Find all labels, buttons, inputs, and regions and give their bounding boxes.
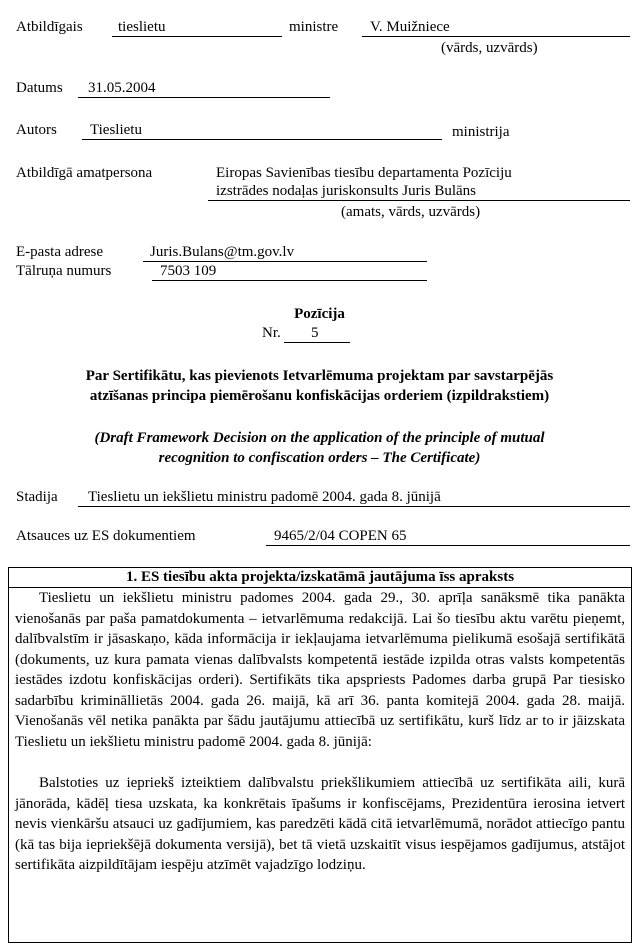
subject-line2: atzīšanas principa piemērošanu konfiskācijas orderiem (izpildrakstiem) (89, 388, 550, 404)
minister-name-line (362, 36, 630, 37)
author-value: Tieslietu (90, 122, 142, 138)
official-line1: Eiropas Savienības tiesību departamenta Pozīciju (216, 165, 512, 181)
subject-english-line1: (Draft Framework Decision on the application of the principle of mutual (94, 430, 545, 446)
author-line (82, 139, 442, 140)
section1-paragraph1: Tieslietu un iekšlietu ministru padomes 2004. gada 29., 30. aprīļa sanāksmē tika panākta vienošanās par paša pamatdokumenta – ietvarlēmuma redakcijā. Lai šo tiesību aktu varētu pieņemt, dalībvalstīm ir jāsaskaņo, kāda informācija ir iekļaujama ietvarlēmuma pielikumā esošajā sertifikātā (dokuments, uz kura pamata vienas dalībvalsts kompetentā iestāde izpilda otras valsts kompetentās iestādes izdotu konfiskācijas orderi). Sertifikāts tika apspriests Padomes darba grupā Par tiesisko sadarbību krimināllietās 2004. gada 26. maijā, kā arī 36. panta komitejā 2004. gada 28. maijā. Vienošanās vēl netika panākta par šādu jautājumu attiecībā uz sertifikātu, kurš līdz ar to ir jāizskata Tieslietu un iekšlietu ministru padomē 2004. gada 8. jūnijā: (15, 590, 625, 750)
section1-box (8, 567, 632, 943)
stage-value: Tieslietu un iekšlietu ministru padomē 2004. gada 8. jūnijā (88, 489, 441, 505)
section1-title: 1. ES tiesību akta projekta/izskatāmā jautājuma īss apraksts (9, 568, 631, 588)
author-label: Autors (16, 122, 57, 138)
email-label: E-pasta adrese (16, 244, 104, 260)
position-title: Pozīcija (294, 306, 345, 322)
official-line2: izstrādes nodaļas juriskonsults Juris Bulāns (216, 183, 476, 199)
responsible-label: Atbildīgais (16, 19, 83, 35)
position-number: 5 (311, 325, 319, 341)
position-number-label: Nr. (262, 325, 281, 341)
date-value: 31.05.2004 (88, 80, 156, 96)
responsible-ministry: tieslietu (118, 19, 166, 35)
paragraph-spacer (9, 752, 631, 773)
official-label: Atbildīgā amatpersona (16, 165, 153, 181)
section1-paragraph2: Balstoties uz iepriekš izteiktiem dalībvalstu priekšlikumiem attiecībā uz sertifikāta aili, kurā jānorāda, kādēļ tiesa uzskata, ka konkrētais īpašums ir konfiscējams, Prezidentūra ierosina ietvert nevis vienkāršu atsauci uz gadījumiem, kas paredzēti kādā citā ietvarlēmumā, norādot attiecīgo pantu (kā tas bija iepriekšējā dokumenta versijā), bet tā vietā uzskaitīt visus iespējamos gadījumus, atstājot sertifikāta aizpildītājam iespēju atzīmēt vajadzīgo lodziņu. (15, 775, 625, 873)
phone-line (152, 280, 427, 281)
position-number-line (284, 342, 350, 343)
date-label: Datums (16, 80, 63, 96)
official-caption: (amats, vārds, uzvārds) (341, 204, 481, 220)
minister-name: V. Muižniece (370, 19, 450, 35)
references-line (266, 545, 630, 546)
references-label: Atsauces uz ES dokumentiem (16, 528, 196, 544)
responsible-ministry-line (112, 36, 282, 37)
author-suffix: ministrija (452, 124, 510, 140)
official-line (208, 200, 630, 201)
phone-label: Tālruņa numurs (16, 263, 112, 279)
minister-label: ministre (289, 19, 339, 35)
name-caption: (vārds, uzvārds) (441, 40, 538, 56)
subject-english-line2: recognition to confiscation orders – The Certificate) (158, 450, 481, 466)
date-line (78, 97, 330, 98)
stage-line (78, 506, 630, 507)
stage-label: Stadija (16, 489, 58, 505)
references-value: 9465/2/04 COPEN 65 (274, 528, 407, 544)
phone-value: 7503 109 (160, 263, 217, 279)
email-value[interactable]: Juris.Bulans@tm.gov.lv (150, 244, 295, 260)
subject-line1: Par Sertifikātu, kas pievienots Ietvarlēmuma projektam par savstarpējās (85, 368, 554, 384)
